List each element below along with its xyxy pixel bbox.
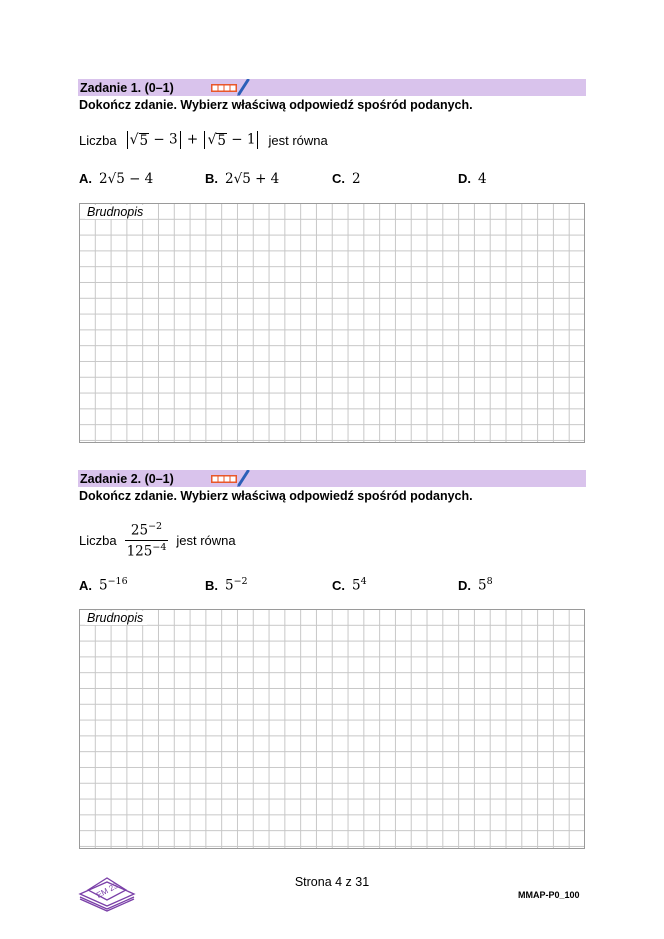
answer-value: 2√5 − 4 xyxy=(99,171,154,187)
task-2-answer-a[interactable] xyxy=(79,576,128,594)
page-number: Strona 4 z 31 xyxy=(294,875,370,889)
answer-value: 2 xyxy=(352,171,361,187)
answer-base: 5 xyxy=(478,577,487,594)
score-pencil-icon xyxy=(210,470,254,488)
task-1-answer-a[interactable] xyxy=(79,171,153,187)
task-2-answer-b[interactable] xyxy=(205,576,248,594)
task-1-abs1-op: − 3 xyxy=(149,131,178,148)
answer-exponent: −2 xyxy=(233,576,248,587)
answer-base: 5 xyxy=(352,577,361,594)
document-code: MMAP-P0_100 xyxy=(518,890,580,900)
task-1-plus: + xyxy=(182,131,203,148)
answer-letter: D. xyxy=(458,577,471,593)
task-1-expression: √ 5 − 3 + √ 5 − 1 xyxy=(125,131,261,149)
task-1-header xyxy=(78,79,586,96)
fraction-denominator-exponent: −4 xyxy=(152,541,167,553)
answer-letter: B. xyxy=(205,577,218,593)
answer-value: 2√5 + 4 xyxy=(225,171,280,187)
answer-base: 5 xyxy=(225,577,234,594)
task-1-question xyxy=(79,131,328,149)
answer-exponent: 8 xyxy=(486,576,493,587)
answer-letter: D. xyxy=(458,171,471,186)
answer-exponent: 4 xyxy=(360,576,367,587)
answer-base: 5 xyxy=(99,577,108,594)
task-2-question-prefix: Liczba xyxy=(79,532,117,548)
task-2-scratch-label: Brudnopis xyxy=(85,611,147,625)
answer-letter: C. xyxy=(332,577,345,593)
answer-letter: B. xyxy=(205,171,218,186)
answer-exponent: −16 xyxy=(107,576,128,587)
task-1-scratch-grid[interactable] xyxy=(79,203,585,443)
task-1-question-prefix: Liczba xyxy=(79,132,117,148)
fraction-numerator-exponent: −2 xyxy=(148,521,163,532)
task-2-scratch-grid[interactable] xyxy=(79,609,585,849)
answer-letter: A. xyxy=(79,577,92,593)
task-1-instruction: Dokończ zdanie. Wybierz właściwą odpowiedź spośród podanych. xyxy=(79,98,473,112)
task-1-question-suffix: jest równa xyxy=(268,132,328,148)
score-pencil-icon xyxy=(210,79,254,97)
task-1-abs2-op: − 1 xyxy=(227,131,256,148)
task-1-answer-c[interactable] xyxy=(332,171,361,187)
task-1-answer-b[interactable] xyxy=(205,171,279,187)
task-2-question-suffix: jest równa xyxy=(176,532,236,548)
task-2-fraction xyxy=(125,521,169,559)
task-1-title: Zadanie 1. (0–1) xyxy=(80,80,174,95)
task-2-instruction: Dokończ zdanie. Wybierz właściwą odpowiedź spośród podanych. xyxy=(79,489,473,503)
logo-text: EM 23 xyxy=(94,881,120,900)
answer-letter: C. xyxy=(332,171,345,186)
task-2-title: Zadanie 2. (0–1) xyxy=(80,471,174,486)
answer-value: 4 xyxy=(478,171,487,187)
task-2-answer-d[interactable] xyxy=(458,576,493,594)
fraction-denominator-base: 125 xyxy=(126,543,153,559)
fraction-numerator-base: 25 xyxy=(130,522,149,539)
task-1-scratch-label: Brudnopis xyxy=(85,205,147,219)
answer-letter: A. xyxy=(79,171,92,186)
task-1-answer-d[interactable] xyxy=(458,171,487,187)
task-2-header xyxy=(78,470,586,487)
task-2-question xyxy=(79,521,236,559)
task-2-answer-c[interactable] xyxy=(332,576,367,594)
